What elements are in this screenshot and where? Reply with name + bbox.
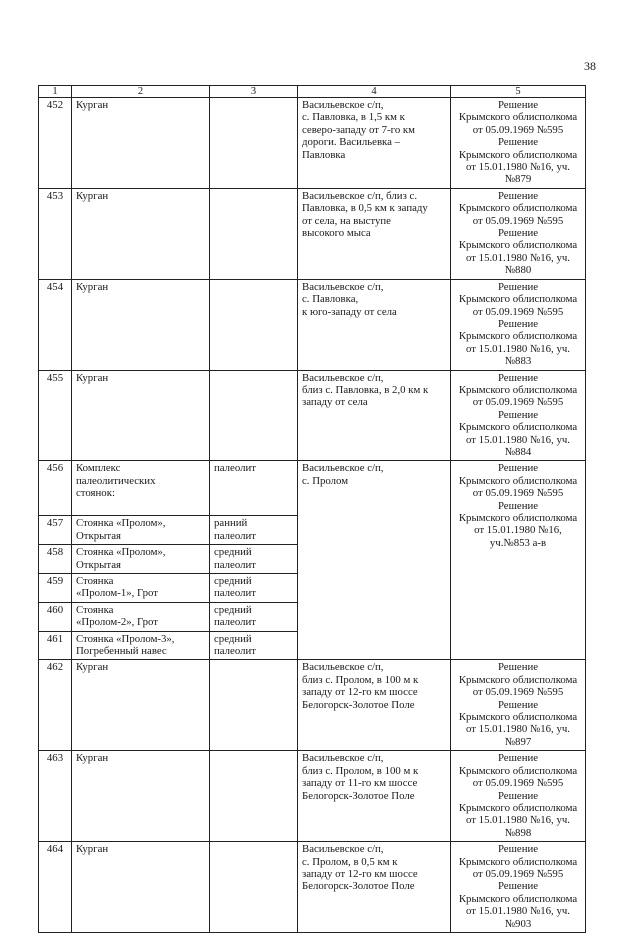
row-number: 453 bbox=[39, 188, 72, 279]
object-location: Васильевское с/п, близ с. Павловка, в 0,5 км к западу от села, на выступе высокого мыса bbox=[298, 188, 451, 279]
object-period: ранний палеолит bbox=[210, 516, 298, 545]
object-location: Васильевское с/п, с. Павловка, в 1,5 км к северо-западу от 7-го км дороги. Васильевка – Павловка bbox=[298, 98, 451, 189]
column-header: 1 bbox=[39, 86, 72, 98]
object-name: Курган bbox=[72, 188, 210, 279]
object-period: палеолит bbox=[210, 461, 298, 516]
row-number: 452 bbox=[39, 98, 72, 189]
row-number: 459 bbox=[39, 574, 72, 603]
object-location: Васильевское с/п, с. Павловка, к юго-западу от села bbox=[298, 279, 451, 370]
page-number: 38 bbox=[584, 59, 596, 73]
row-number: 464 bbox=[39, 842, 72, 933]
row-number: 456 bbox=[39, 461, 72, 516]
object-period: средний палеолит bbox=[210, 602, 298, 631]
column-header: 5 bbox=[451, 86, 586, 98]
object-period: средний палеолит bbox=[210, 574, 298, 603]
column-header: 4 bbox=[298, 86, 451, 98]
object-period bbox=[210, 279, 298, 370]
table-row bbox=[39, 279, 586, 370]
object-name: Курган bbox=[72, 279, 210, 370]
object-decision: Решение Крымского облисполкома от 05.09.1969 №595 Решение Крымского облисполкома от 15.01.1980 №16, уч.№880 bbox=[451, 188, 586, 279]
object-decision: Решение Крымского облисполкома от 05.09.1969 №595 Решение Крымского облисполкома от 15.01.1980 №16, уч.№853 а-в bbox=[451, 461, 586, 660]
row-number: 461 bbox=[39, 631, 72, 660]
column-header: 3 bbox=[210, 86, 298, 98]
object-name: Стоянка «Пролом», Открытая bbox=[72, 516, 210, 545]
row-number: 462 bbox=[39, 660, 72, 751]
complex-row bbox=[39, 461, 586, 516]
table-header-row bbox=[39, 86, 586, 98]
object-name: Курган bbox=[72, 98, 210, 189]
object-location: Васильевское с/п, близ с. Пролом, в 100 м к западу от 12-го км шоссе Белогорск-Золотое Поле bbox=[298, 660, 451, 751]
table-row bbox=[39, 660, 586, 751]
object-period: средний палеолит bbox=[210, 631, 298, 660]
row-number: 463 bbox=[39, 751, 72, 842]
row-number: 455 bbox=[39, 370, 72, 461]
heritage-registry-table bbox=[38, 85, 586, 933]
table-row bbox=[39, 98, 586, 189]
object-period bbox=[210, 98, 298, 189]
object-period bbox=[210, 751, 298, 842]
object-decision: Решение Крымского облисполкома от 05.09.1969 №595 Решение Крымского облисполкома от 15.01.1980 №16, уч.№879 bbox=[451, 98, 586, 189]
object-period bbox=[210, 660, 298, 751]
table-row bbox=[39, 842, 586, 933]
row-number: 454 bbox=[39, 279, 72, 370]
object-location: Васильевское с/п, близ с. Пролом, в 100 м к западу от 11-го км шоссе Белогорск-Золотое Поле bbox=[298, 751, 451, 842]
object-name: Курган bbox=[72, 751, 210, 842]
object-period bbox=[210, 188, 298, 279]
object-name: Комплекс палеолитических стоянок: bbox=[72, 461, 210, 516]
table-row bbox=[39, 370, 586, 461]
object-period: средний палеолит bbox=[210, 545, 298, 574]
object-name: Курган bbox=[72, 370, 210, 461]
object-location: Васильевское с/п, с. Пролом bbox=[298, 461, 451, 660]
object-decision: Решение Крымского облисполкома от 05.09.1969 №595 Решение Крымского облисполкома от 15.01.1980 №16, уч.№897 bbox=[451, 660, 586, 751]
object-period bbox=[210, 842, 298, 933]
object-decision: Решение Крымского облисполкома от 05.09.1969 №595 Решение Крымского облисполкома от 15.01.1980 №16, уч.№884 bbox=[451, 370, 586, 461]
row-number: 457 bbox=[39, 516, 72, 545]
object-decision: Решение Крымского облисполкома от 05.09.1969 №595 Решение Крымского облисполкома от 15.01.1980 №16, уч.№903 bbox=[451, 842, 586, 933]
object-name: Курган bbox=[72, 660, 210, 751]
object-name: Стоянка «Пролом-2», Грот bbox=[72, 602, 210, 631]
row-number: 460 bbox=[39, 602, 72, 631]
table-row bbox=[39, 188, 586, 279]
object-name: Стоянка «Пролом», Открытая bbox=[72, 545, 210, 574]
object-period bbox=[210, 370, 298, 461]
object-decision: Решение Крымского облисполкома от 05.09.1969 №595 Решение Крымского облисполкома от 15.01.1980 №16, уч.№898 bbox=[451, 751, 586, 842]
object-location: Васильевское с/п, близ с. Павловка, в 2,0 км к западу от села bbox=[298, 370, 451, 461]
object-location: Васильевское с/п, с. Пролом, в 0,5 км к западу от 12-го км шоссе Белогорск-Золотое Поле bbox=[298, 842, 451, 933]
object-decision: Решение Крымского облисполкома от 05.09.1969 №595 Решение Крымского облисполкома от 15.01.1980 №16, уч.№883 bbox=[451, 279, 586, 370]
table-row bbox=[39, 751, 586, 842]
object-name: Стоянка «Пролом-1», Грот bbox=[72, 574, 210, 603]
column-header: 2 bbox=[72, 86, 210, 98]
object-name: Стоянка «Пролом-3», Погребенный навес bbox=[72, 631, 210, 660]
row-number: 458 bbox=[39, 545, 72, 574]
object-name: Курган bbox=[72, 842, 210, 933]
